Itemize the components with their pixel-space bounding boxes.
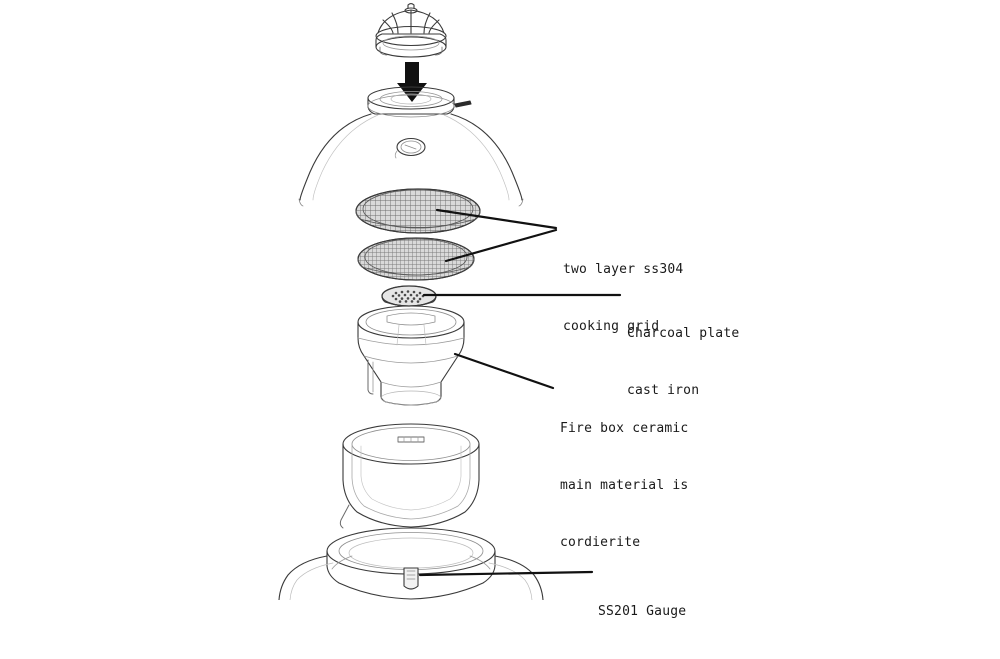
callout-ss201-gauge-line1: SS201 Gauge xyxy=(598,604,687,619)
callout-fire-box-line3: cordierite xyxy=(560,535,641,550)
callout-ss201-gauge xyxy=(598,564,686,659)
callout-cooking-grid-line2: cooking grid xyxy=(563,319,660,334)
callout-charcoal-plate-line2: cast iron xyxy=(627,383,700,398)
callout-cooking-grid-line1: two layer ss304 xyxy=(563,262,684,277)
callout-fire-box xyxy=(560,381,688,590)
callout-fire-box-line2: main material is xyxy=(560,478,689,493)
callout-charcoal-plate-line1: Charcoal plate xyxy=(627,326,740,341)
callout-fire-box-line1: Fire box ceramic xyxy=(560,421,689,436)
